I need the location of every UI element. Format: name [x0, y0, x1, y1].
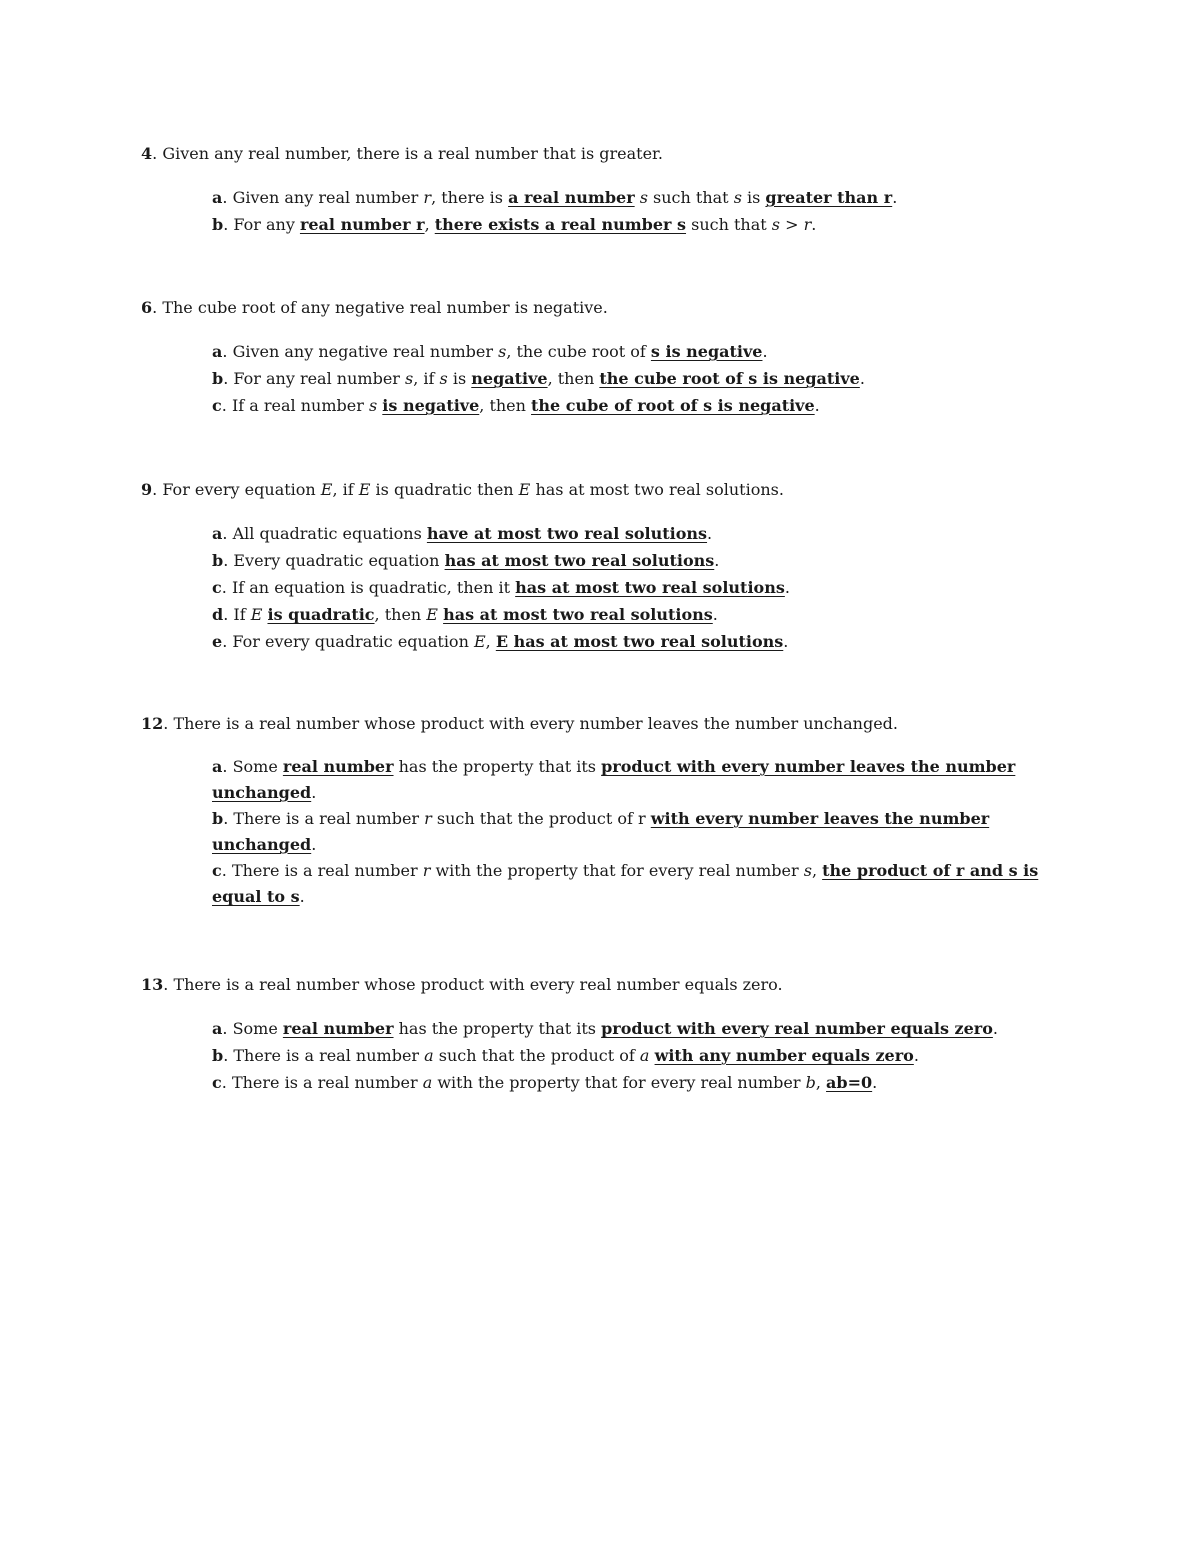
- part-a: a. Some real number has the property that its product with every number leaves the number unchanged.: [212, 757, 1016, 802]
- part-a: a. Some real number has the property that its product with every real number equals zero.: [212, 1019, 998, 1038]
- part-letter: c: [212, 578, 222, 597]
- part-letter: b: [212, 369, 224, 388]
- question-stem: 12. There is a real number whose product with every number leaves the number unchanged.: [141, 714, 898, 733]
- part-letter: b: [212, 215, 224, 234]
- answer-blank: with every number leaves the number unchanged: [212, 809, 990, 854]
- part-d: d. If E is quadratic, then E has at most two real solutions.: [212, 605, 718, 624]
- part-a: a. Given any negative real number s, the cube root of s is negative.: [212, 342, 768, 361]
- part-letter: d: [212, 605, 224, 624]
- answer-blank: greater than r: [765, 188, 893, 207]
- part-b: b. There is a real number r such that the product of r with every number leaves the number unchanged.: [212, 809, 990, 854]
- question-number: 4: [141, 144, 153, 163]
- answer-blank: there exists a real number s: [434, 215, 687, 234]
- answer-blank: with any number equals zero: [654, 1046, 914, 1065]
- answer-blank: is quadratic: [267, 605, 375, 624]
- part-b: b. Every quadratic equation has at most two real solutions.: [212, 551, 720, 570]
- question-9: [141, 479, 1061, 655]
- part-letter: a: [212, 188, 223, 207]
- question-parts: [212, 754, 1062, 910]
- question-4: [141, 143, 1061, 238]
- answer-blank: has at most two real solutions: [515, 578, 785, 597]
- answer-blank: real number: [282, 757, 394, 776]
- question-6: [141, 297, 1061, 419]
- question-stem: 9. For every equation E, if E is quadratic then E has at most two real solutions.: [141, 480, 784, 499]
- part-letter: b: [212, 551, 224, 570]
- question-text: There is a real number whose product with every real number equals zero.: [173, 975, 783, 994]
- answer-blank: a real number: [508, 188, 635, 207]
- part-a: a. All quadratic equations have at most two real solutions.: [212, 524, 713, 543]
- question-parts: [212, 1015, 1062, 1096]
- answer-blank: is negative: [382, 396, 480, 415]
- part-letter: a: [212, 757, 223, 776]
- question-12: [141, 713, 1061, 910]
- part-b: b. For any real number r, there exists a real number s such that s > r.: [212, 215, 817, 234]
- question-text: Given any real number, there is a real number that is greater.: [162, 144, 664, 163]
- part-c: c. If a real number s is negative, then the cube of root of s is negative.: [212, 396, 820, 415]
- part-c: c. There is a real number r with the property that for every real number s, the product of r and s is equal to s.: [212, 861, 1039, 906]
- answer-blank: the product of r and s is equal to s: [212, 861, 1039, 906]
- question-parts: [212, 338, 1062, 419]
- question-stem: 4. Given any real number, there is a real number that is greater.: [141, 144, 664, 163]
- part-e: e. For every quadratic equation E, E has at most two real solutions.: [212, 632, 789, 651]
- question-parts: [212, 184, 1062, 238]
- answer-blank: ab=0: [826, 1073, 873, 1092]
- answer-blank: has at most two real solutions: [443, 605, 713, 624]
- part-letter: a: [212, 342, 223, 361]
- question-stem: 6. The cube root of any negative real number is negative.: [141, 298, 608, 317]
- part-letter: b: [212, 1046, 224, 1065]
- part-letter: a: [212, 1019, 223, 1038]
- answer-blank: have at most two real solutions: [426, 524, 708, 543]
- question-number: 6: [141, 298, 153, 317]
- question-text: There is a real number whose product with every number leaves the number unchanged.: [173, 714, 898, 733]
- part-letter: b: [212, 809, 224, 828]
- part-letter: c: [212, 861, 222, 880]
- question-parts: [212, 520, 1062, 655]
- answer-blank: the cube of root of s is negative: [531, 396, 815, 415]
- question-number: 9: [141, 480, 153, 499]
- part-b: b. There is a real number a such that the product of a with any number equals zero.: [212, 1046, 919, 1065]
- part-letter: c: [212, 396, 222, 415]
- answer-blank: product with every real number equals zero: [601, 1019, 993, 1038]
- question-number: 12: [141, 714, 164, 733]
- part-c: c. There is a real number a with the property that for every real number b, ab=0.: [212, 1073, 878, 1092]
- part-letter: e: [212, 632, 223, 651]
- answer-blank: product with every number leaves the number unchanged: [212, 757, 1016, 802]
- answer-blank: negative: [471, 369, 548, 388]
- answer-blank: the cube root of s is negative: [599, 369, 860, 388]
- answer-blank: real number: [282, 1019, 394, 1038]
- answer-blank: has at most two real solutions: [444, 551, 715, 570]
- question-stem: 13. There is a real number whose product with every real number equals zero.: [141, 975, 783, 994]
- question-number: 13: [141, 975, 164, 994]
- answer-blank: real number r: [299, 215, 425, 234]
- part-b: b. For any real number s, if s is negative, then the cube root of s is negative.: [212, 369, 865, 388]
- answer-blank: E has at most two real solutions: [495, 632, 784, 651]
- question-text: The cube root of any negative real number is negative.: [162, 298, 608, 317]
- answer-blank: s is negative: [650, 342, 763, 361]
- part-a: a. Given any real number r, there is a real number s such that s is greater than r.: [212, 188, 898, 207]
- part-letter: c: [212, 1073, 222, 1092]
- part-letter: a: [212, 524, 223, 543]
- part-c: c. If an equation is quadratic, then it has at most two real solutions.: [212, 578, 790, 597]
- question-13: [141, 974, 1061, 1096]
